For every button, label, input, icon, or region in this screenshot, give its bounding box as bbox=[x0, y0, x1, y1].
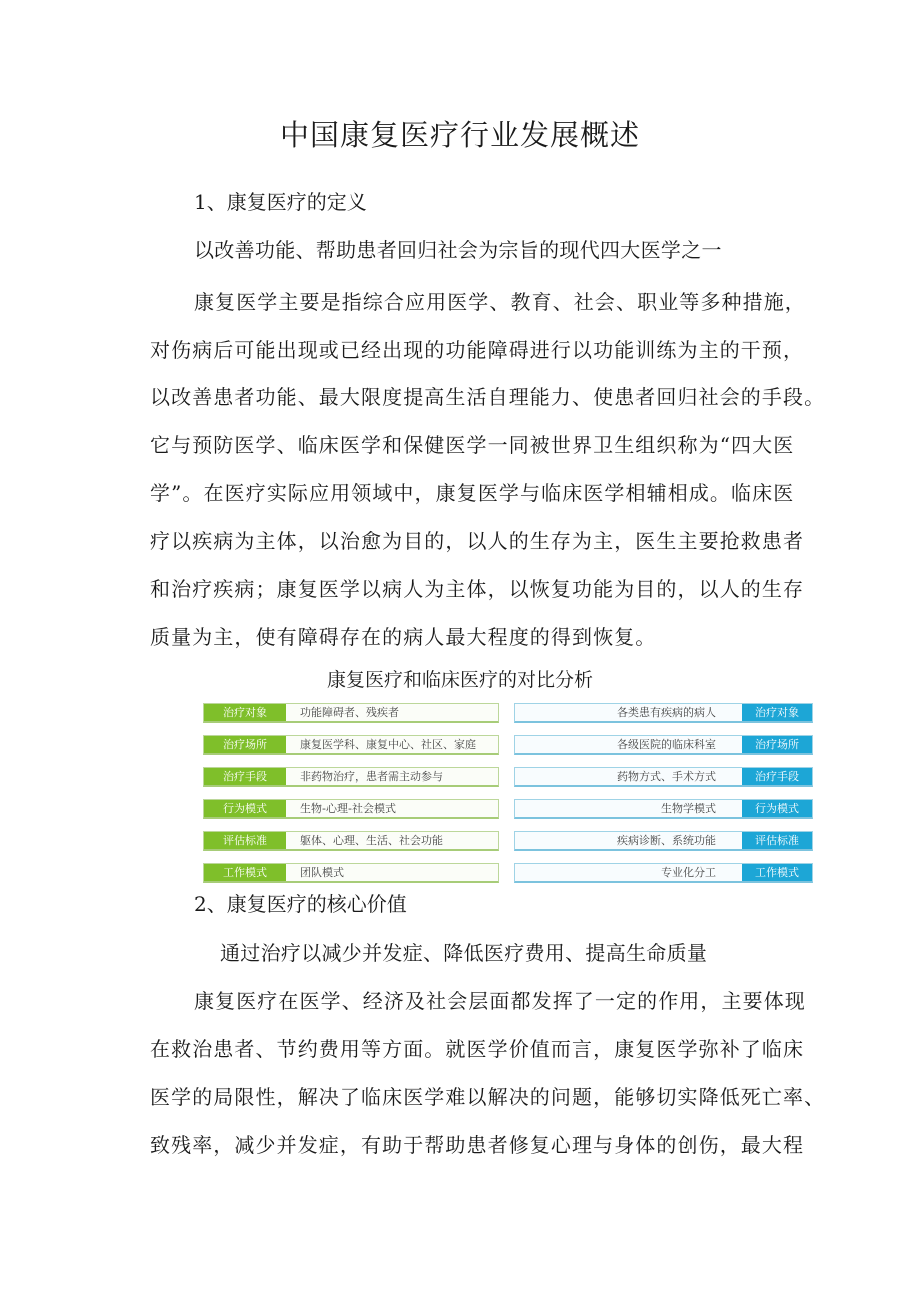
comparison-row bbox=[203, 799, 813, 821]
section1-line: 它与预防医学、临床医学和保健医学一同被世界卫生组织称为“四大医 bbox=[150, 433, 795, 457]
rehab-cell bbox=[203, 863, 499, 883]
clinical-cell bbox=[514, 863, 813, 883]
section2-heading: 2、康复医疗的核心价值 bbox=[194, 892, 407, 916]
section1-line: 质量为主，使有障碍存在的病人最大程度的得到恢复。 bbox=[150, 625, 657, 649]
clinical-tag: 治疗对象 bbox=[742, 704, 812, 721]
clinical-tag: 评估标准 bbox=[742, 832, 812, 849]
rehab-text: 生物-心理-社会模式 bbox=[300, 802, 396, 815]
rehab-tag: 评估标准 bbox=[204, 832, 286, 849]
clinical-tag: 工作模式 bbox=[742, 864, 812, 881]
clinical-text: 药物方式、手术方式 bbox=[617, 770, 716, 783]
section2-subtitle: 通过治疗以减少并发症、降低医疗费用、提高生命质量 bbox=[220, 941, 708, 965]
rehab-cell bbox=[203, 831, 499, 851]
rehab-text: 团队模式 bbox=[300, 866, 344, 879]
rehab-cell bbox=[203, 767, 499, 787]
clinical-tag: 行为模式 bbox=[742, 800, 812, 817]
comparison-row bbox=[203, 831, 813, 853]
section1-subtitle: 以改善功能、帮助患者回归社会为宗旨的现代四大医学之一 bbox=[194, 238, 722, 262]
rehab-tag: 治疗对象 bbox=[204, 704, 286, 721]
section2-line: 医学的局限性，解决了临床医学难以解决的问题，能够切实降低死亡率、 bbox=[150, 1085, 826, 1109]
clinical-cell bbox=[514, 703, 813, 723]
clinical-tag: 治疗场所 bbox=[742, 736, 812, 753]
rehab-tag: 行为模式 bbox=[204, 800, 286, 817]
rehab-text: 躯体、心理、生活、社会功能 bbox=[300, 834, 443, 847]
section1-line: 以改善患者功能、最大限度提高生活自理能力、使患者回归社会的手段。 bbox=[150, 385, 826, 409]
section1-line: 康复医学主要是指综合应用医学、教育、社会、职业等多种措施， bbox=[194, 290, 806, 314]
rehab-cell bbox=[203, 799, 499, 819]
comparison-caption: 康复医疗和临床医疗的对比分析 bbox=[326, 669, 593, 691]
rehab-tag: 治疗场所 bbox=[204, 736, 286, 753]
section1-line: 疗以疾病为主体，以治愈为目的，以人的生存为主，医生主要抢救患者 bbox=[150, 529, 805, 553]
section1-line: 和治疗疾病；康复医学以病人为主体，以恢复功能为目的，以人的生存 bbox=[150, 577, 805, 601]
clinical-cell bbox=[514, 735, 813, 755]
clinical-cell bbox=[514, 799, 813, 819]
clinical-text: 生物学模式 bbox=[661, 802, 716, 815]
rehab-cell bbox=[203, 735, 499, 755]
comparison-table bbox=[203, 703, 813, 885]
section1-line: 对伤病后可能出现或已经出现的功能障碍进行以功能训练为主的干预， bbox=[150, 338, 805, 362]
comparison-row bbox=[203, 863, 813, 885]
clinical-cell bbox=[514, 767, 813, 787]
comparison-row bbox=[203, 735, 813, 757]
comparison-row bbox=[203, 703, 813, 725]
rehab-text: 康复医学科、康复中心、社区、家庭 bbox=[300, 738, 476, 751]
clinical-text: 专业化分工 bbox=[661, 866, 716, 879]
rehab-cell bbox=[203, 703, 499, 723]
comparison-row bbox=[203, 767, 813, 789]
rehab-text: 非药物治疗，患者需主动参与 bbox=[300, 770, 443, 783]
clinical-text: 疾病诊断、系统功能 bbox=[617, 834, 716, 847]
section2-line: 致残率，减少并发症，有助于帮助患者修复心理与身体的创伤，最大程 bbox=[150, 1133, 805, 1157]
rehab-tag: 治疗手段 bbox=[204, 768, 286, 785]
clinical-cell bbox=[514, 831, 813, 851]
rehab-tag: 工作模式 bbox=[204, 864, 286, 881]
page-title: 中国康复医疗行业发展概述 bbox=[279, 118, 640, 152]
clinical-text: 各级医院的临床科室 bbox=[617, 738, 716, 751]
section2-line: 在救治患者、节约费用等方面。就医学价值而言，康复医学弥补了临床 bbox=[150, 1037, 805, 1061]
section1-line: 学”。在医疗实际应用领域中，康复医学与临床医学相辅相成。临床医 bbox=[150, 481, 795, 505]
section2-line: 康复医疗在医学、经济及社会层面都发挥了一定的作用，主要体现 bbox=[194, 989, 806, 1013]
rehab-text: 功能障碍者、残疾者 bbox=[300, 706, 399, 719]
section1-heading: 1、康复医疗的定义 bbox=[194, 190, 367, 214]
clinical-tag: 治疗手段 bbox=[742, 768, 812, 785]
clinical-text: 各类患有疾病的病人 bbox=[617, 706, 716, 719]
